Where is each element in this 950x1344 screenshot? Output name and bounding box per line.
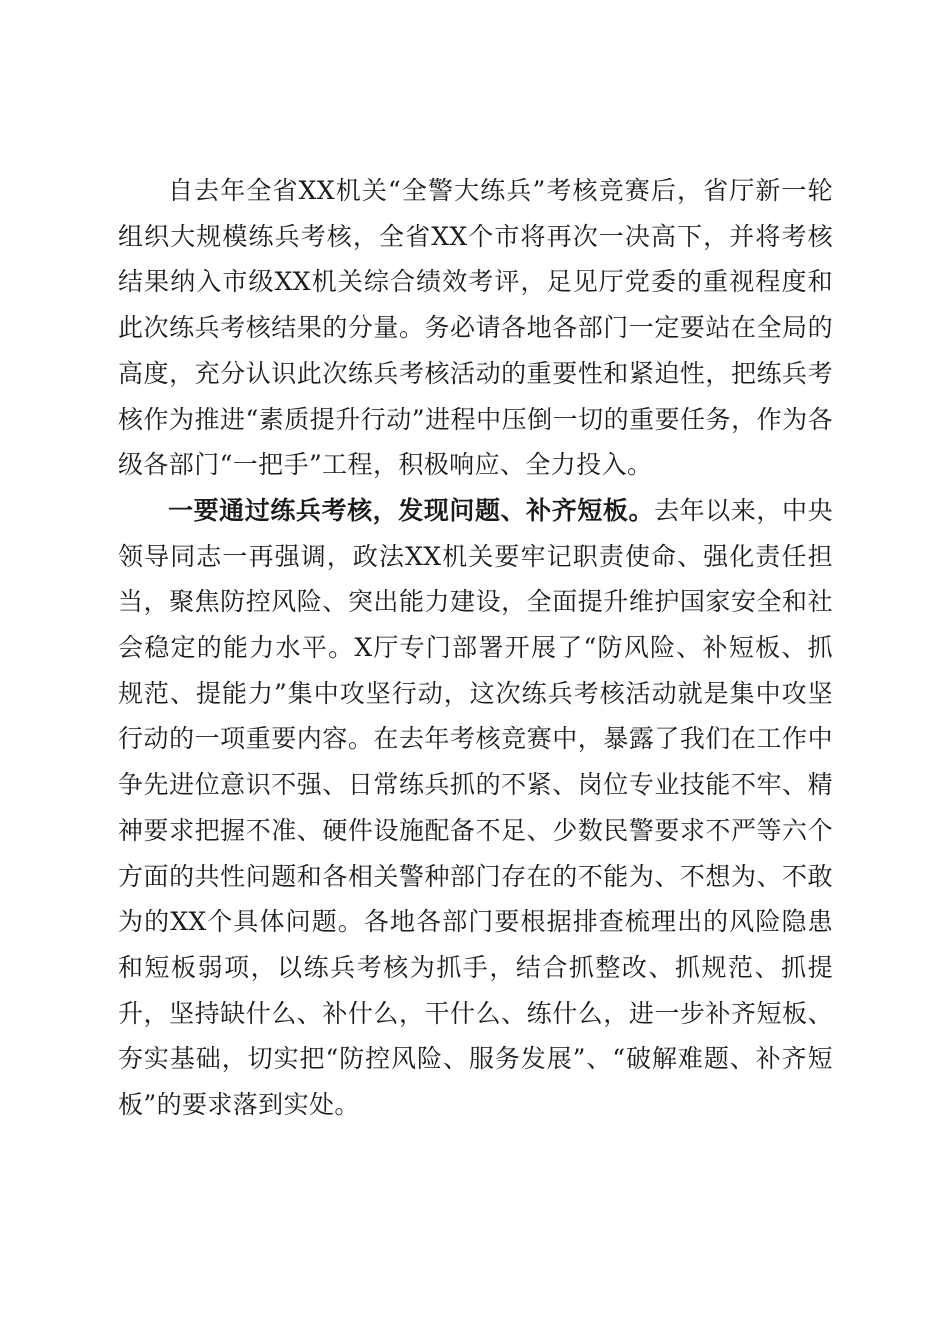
paragraph-2-body: 去年以来，中央领导同志一再强调，政法XX机关要牢记职责使命、强化责任担当，聚焦防控风险、突出能力建设，全面提升维护国家安全和社会稳定的能力水平。X厅专门部署开展了“防风险、补短板、抓规范、提能力”集中攻坚行动，这次练兵考核活动就是集中攻坚行动的一项重要内容。在去年考核竞赛中，暴露了我们在工作中争先进位意识不强、日常练兵抓的不紧、岗位专业技能不牢、精神要求把握不准、硬件设施配备不足、少数民警要求不严等六个方面的共性问题和各相关警种部门存在的不能为、不想为、不敢为的XX个具体问题。各地各部门要根据排查梳理出的风险隐患和短板弱项，以练兵考核为抓手，结合抓整改、抓规范、抓提升，坚持缺什么、补什么，干什么、练什么，进一步补齐短板、夯实基础，切实把“防控风险、服务发展”、“破解难题、补齐短板”的要求落到实处。 [118,495,833,1120]
paragraph-1: 自去年全省XX机关“全警大练兵”考核竞赛后，省厅新一轮组织大规模练兵考核，全省XX个市将再次一决高下，并将考核结果纳入市级XX机关综合绩效考评，足见厅党委的重视程度和此次练兵考核结果的分量。务必请各地各部门一定要站在全局的高度，充分认识此次练兵考核活动的重要性和紧迫性，把练兵考核作为推进“素质提升行动”进程中压倒一切的重要任务，作为各级各部门“一把手”工程，积极响应、全力投入。 [118,176,833,480]
paragraph-2-lead: 一要通过练兵考核，发现问题、补齐短板。 [168,495,655,525]
document-body [118,168,833,1128]
paragraph-2 [118,488,833,1128]
